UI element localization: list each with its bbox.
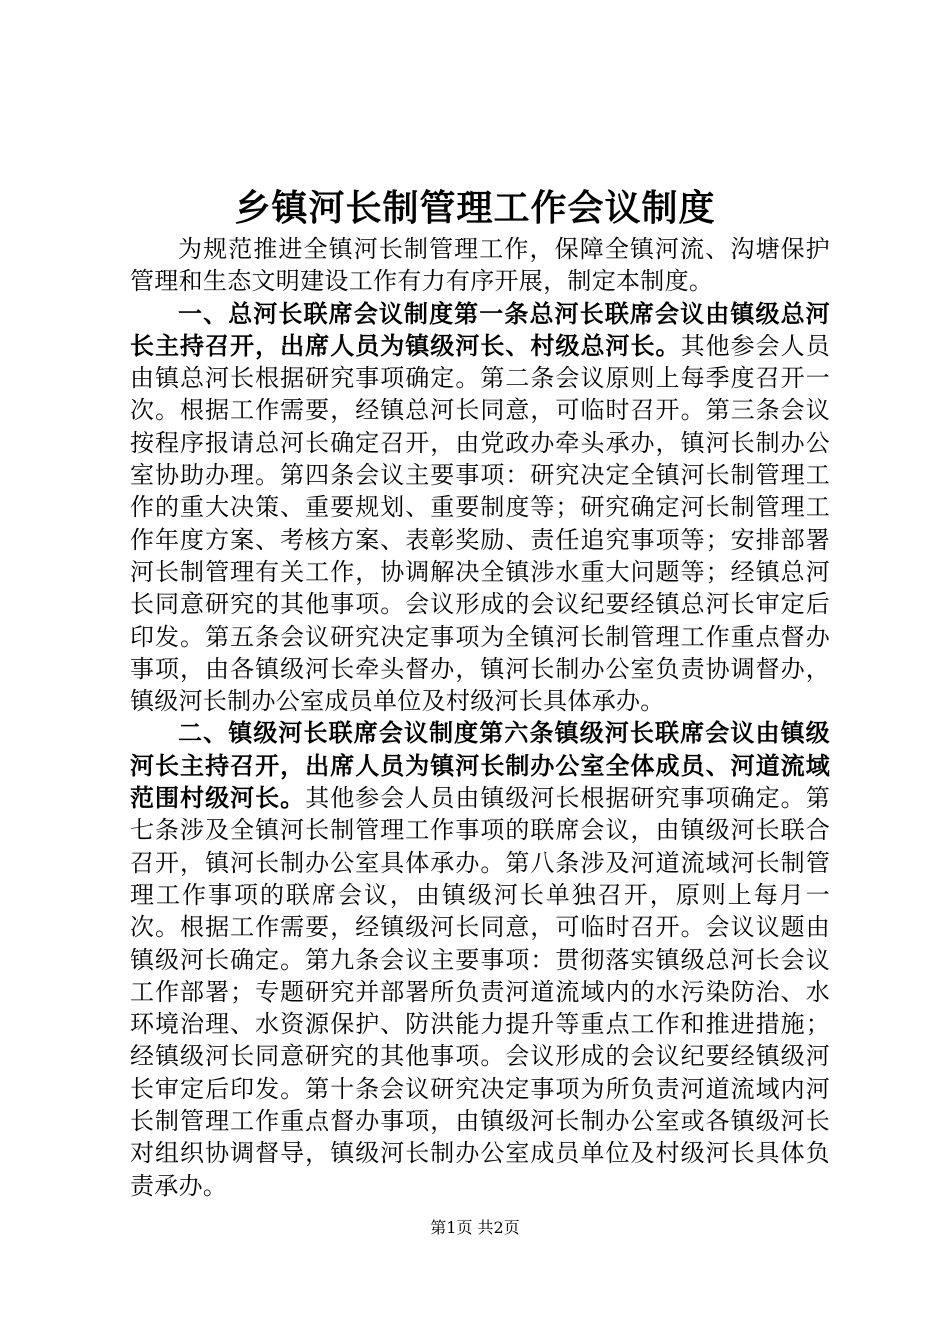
document-title: 乡镇河长制管理工作会议制度	[234, 187, 716, 229]
section-2-heading: 二、镇级河长联席会议制度第六条镇级河长联席会议由镇级河长主持召开，出席人员为镇河长制办公室全体成员、河道流域范围村级河长。	[130, 718, 830, 813]
page-number: 第1页 共2页	[430, 1218, 520, 1237]
document-body	[130, 233, 830, 1202]
section-1-paragraph	[130, 298, 830, 718]
section-2-text: 其他参会人员由镇级河长根据研究事项确定。第七条涉及全镇河长制管理工作事项的联席会议，由镇级河长联合召开，镇河长制办公室具体承办。第八条涉及河道流域河长制管理工作事项的联席会议，由镇级河长单独召开，原则上每月一次。根据工作需要，经镇级河长同意，可临时召开。会议议题由镇级河长确定。第九条会议主要事项：贯彻落实镇级总河长会议工作部署；专题研究并部署所负责河道流域内的水污染防治、水环境治理、水资源保护、防洪能力提升等重点工作和推进措施；经镇级河长同意研究的其他事项。会议形成的会议纪要经镇级河长审定后印发。第十条会议研究决定事项为所负责河道流域内河长制管理工作重点督办事项，由镇级河长制办公室或各镇级河长对组织协调督导，镇级河长制办公室成员单位及村级河长具体负责承办。	[130, 784, 830, 1200]
section-2-paragraph	[130, 717, 830, 1201]
section-1-text: 其他参会人员由镇总河长根据研究事项确定。第二条会议原则上每季度召开一次。根据工作需要，经镇总河长同意，可临时召开。第三条会议按程序报请总河长确定召开，由党政办牵头承办，镇河长制办公室协助办理。第四条会议主要事项：研究决定全镇河长制管理工作的重大决策、重要规划、重要制度等；研究确定河长制管理工作年度方案、考核方案、表彰奖励、责任追究事项等；安排部署河长制管理有关工作，协调解决全镇涉水重大问题等；经镇总河长同意研究的其他事项。会议形成的会议纪要经镇总河长审定后印发。第五条会议研究决定事项为全镇河长制管理工作重点督办事项，由各镇级河长牵头督办，镇河长制办公室负责协调督办，镇级河长制办公室成员单位及村级河长具体承办。	[130, 331, 830, 716]
intro-paragraph: 为规范推进全镇河长制管理工作，保障全镇河流、沟塘保护管理和生态文明建设工作有力有序开展，制定本制度。	[130, 235, 830, 296]
section-1-heading: 一、总河长联席会议制度第一条总河长联席会议由镇级总河长主持召开，出席人员为镇级河长、村级总河长。	[130, 298, 830, 360]
